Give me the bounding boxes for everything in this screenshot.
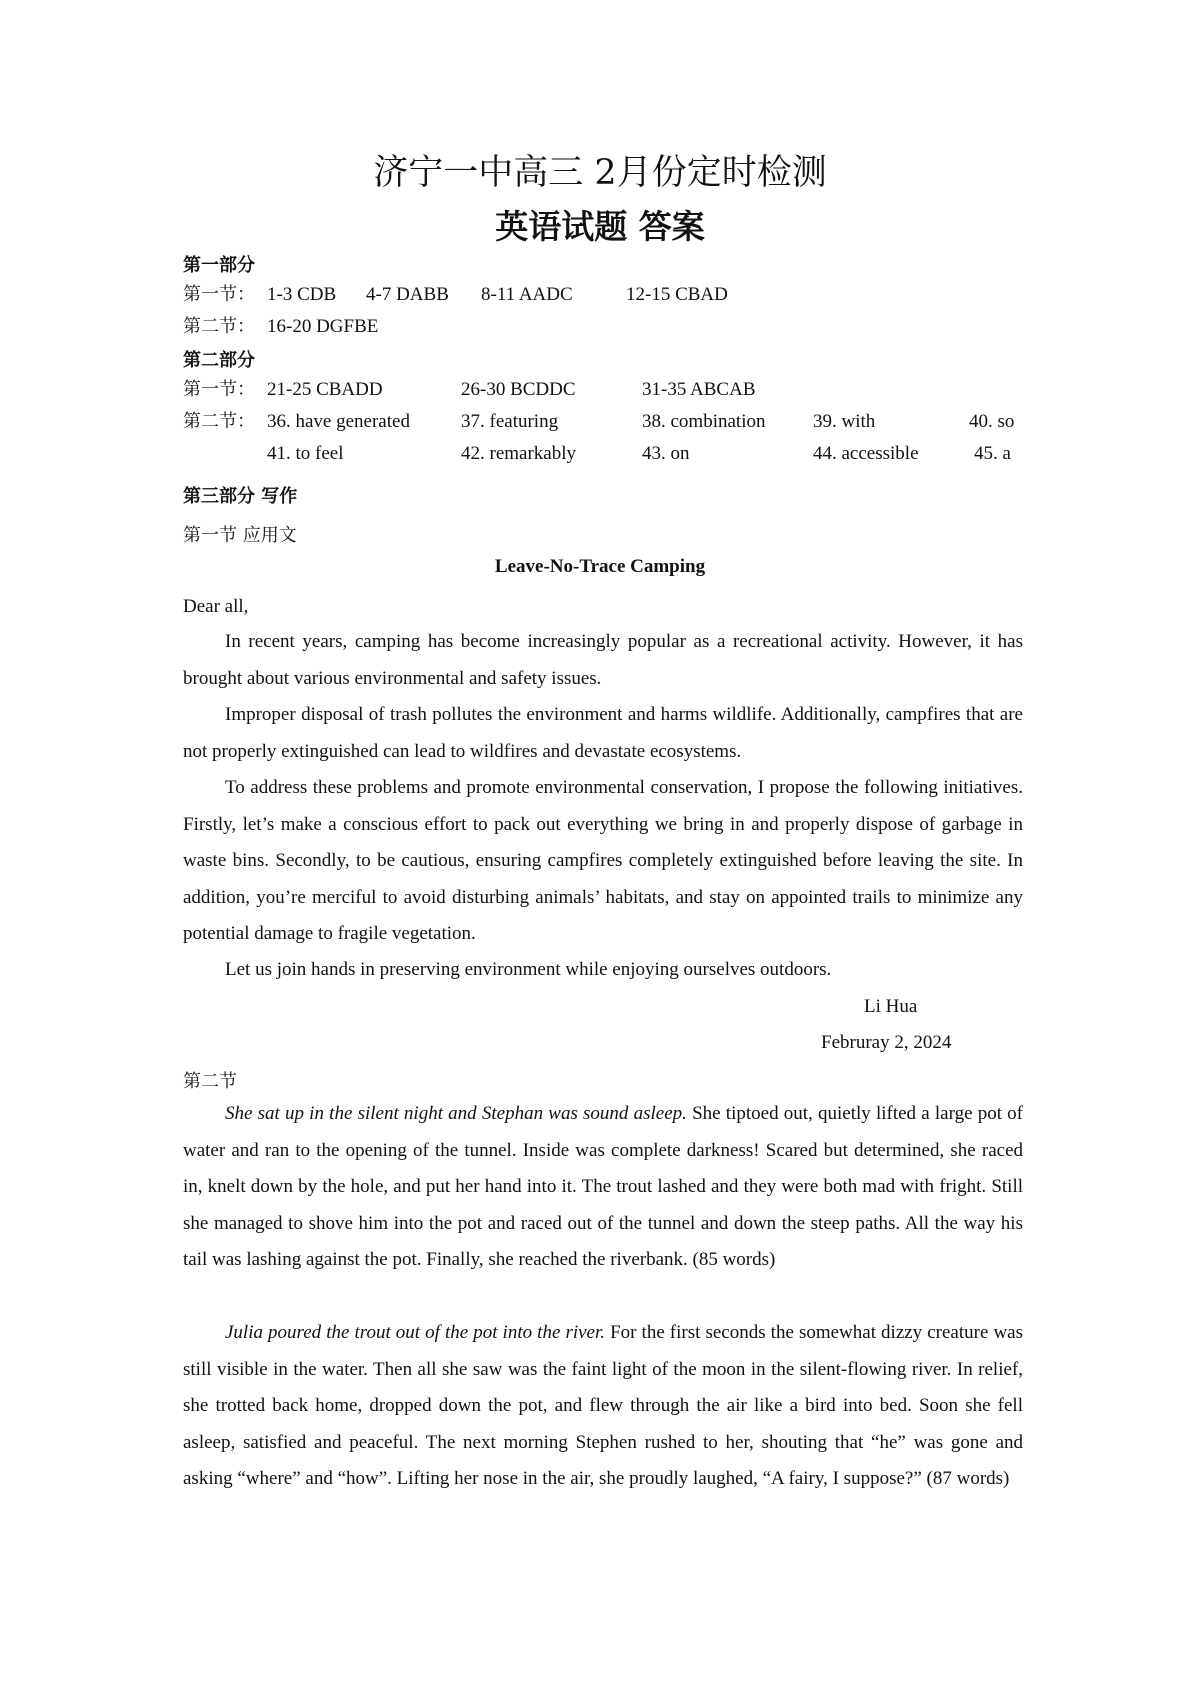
story-paragraph [183,1096,1023,1279]
part2-sec2-label: 第二节： [183,411,255,432]
essay-title: Leave-No-Trace Camping [494,556,706,577]
answer-group: 12-15 CBAD [626,284,728,305]
part3-heading: 第三部分 写作 [183,486,298,507]
answer-item: 40. so [969,411,1015,432]
letter-date: Februray 2, 2024 [821,1032,952,1053]
story-lead-sentence: She sat up in the silent night and Stephan was sound asleep. [225,1103,687,1124]
answer-group: 1-3 CDB [267,284,337,305]
answer-group: 26-30 BCDDC [461,379,576,400]
answer-item: 36. have generated [267,411,410,432]
part2-heading: 第二部分 [183,350,255,371]
answer-item: 37. featuring [461,411,559,432]
answer-item: 45. a [974,443,1011,464]
answer-group: 21-25 CBADD [267,379,383,400]
answer-item: 39. with [813,411,876,432]
answer-group: 16-20 DGFBE [267,316,379,337]
letter-signature: Li Hua [864,996,918,1017]
part1-sec1-row [183,283,255,307]
letter-paragraph: Let us join hands in preserving environment while enjoying ourselves outdoors. [225,959,832,980]
part1-heading: 第一部分 [183,255,255,276]
part2-sec1-row [183,378,255,402]
answer-item: 42. remarkably [461,443,577,464]
part2-sec2-row [183,410,255,434]
part1-sec1-label: 第一节： [183,284,255,305]
story-lead-sentence: Julia poured the trout out of the pot into the river. [225,1322,606,1343]
story-body: For the first seconds the somewhat dizzy creature was still visible in the water. Then all she saw was the faint light of the moon in the silent-flowing river. In relief, she trotted back home, dropped down the pot, and flew through the air like a bird into bed. Soon she fell asleep, satisfied and peaceful. The next morning Stephen rushed to her, shouting that “he” was gone and asking “where” and “how”. Lifting her nose in the air, she proudly laughed, “A fairy, I suppose?” (87 words) [183,1322,1024,1489]
part3-sec1-label: 第一节 应用文 [183,525,297,546]
part1-sec2-row [183,315,255,339]
letter-greeting: Dear all, [183,596,249,617]
story-body: She tiptoed out, quietly lifted a large pot of water and ran to the opening of the tunnel. Inside was complete darkness! Scared but determined, she raced in, knelt down by the hole, and put her hand into it. The trout lashed and they were both mad with fright. Still she managed to shove him into the pot and raced out of the tunnel and down the steep paths. All the way his tail was lashing against the pot. Finally, she reached the riverbank. (85 words) [183,1103,1023,1270]
letter-paragraph: To address these problems and promote environmental conservation, I propose the following initiatives. Firstly, let’s make a conscious effort to pack out everything we bring in and properly dispose of garbage in waste bins. Secondly, to be cautious, ensuring campfires completely extinguished before leaving the site. In addition, you’re merciful to avoid disturbing animals’ habitats, and stay on appointed trails to minimize any potential damage to fragile vegetation. [183,777,1023,944]
letter-paragraph: Improper disposal of trash pollutes the environment and harms wildlife. Additionally, campfires that are not properly extinguished can lead to wildfires and devastate ecosystems. [183,704,1023,762]
document-subtitle: 英语试题 答案 [495,207,705,246]
story-paragraph [183,1315,1023,1498]
part3-sec2-label: 第二节 [183,1071,237,1092]
answer-item: 44. accessible [813,443,919,464]
part1-sec2-label: 第二节： [183,316,255,337]
letter-paragraph: In recent years, camping has become increasingly popular as a recreational activity. However, it has brought about various environmental and safety issues. [183,631,1023,689]
answer-item: 38. combination [642,411,766,432]
answer-group: 8-11 AADC [481,284,573,305]
part2-sec1-label: 第一节： [183,379,255,400]
answer-item: 43. on [642,443,690,464]
answer-group: 31-35 ABCAB [642,379,756,400]
document-title: 济宁一中高三 2月份定时检测 [373,153,827,193]
answer-item: 41. to feel [267,443,344,464]
answer-group: 4-7 DABB [366,284,449,305]
